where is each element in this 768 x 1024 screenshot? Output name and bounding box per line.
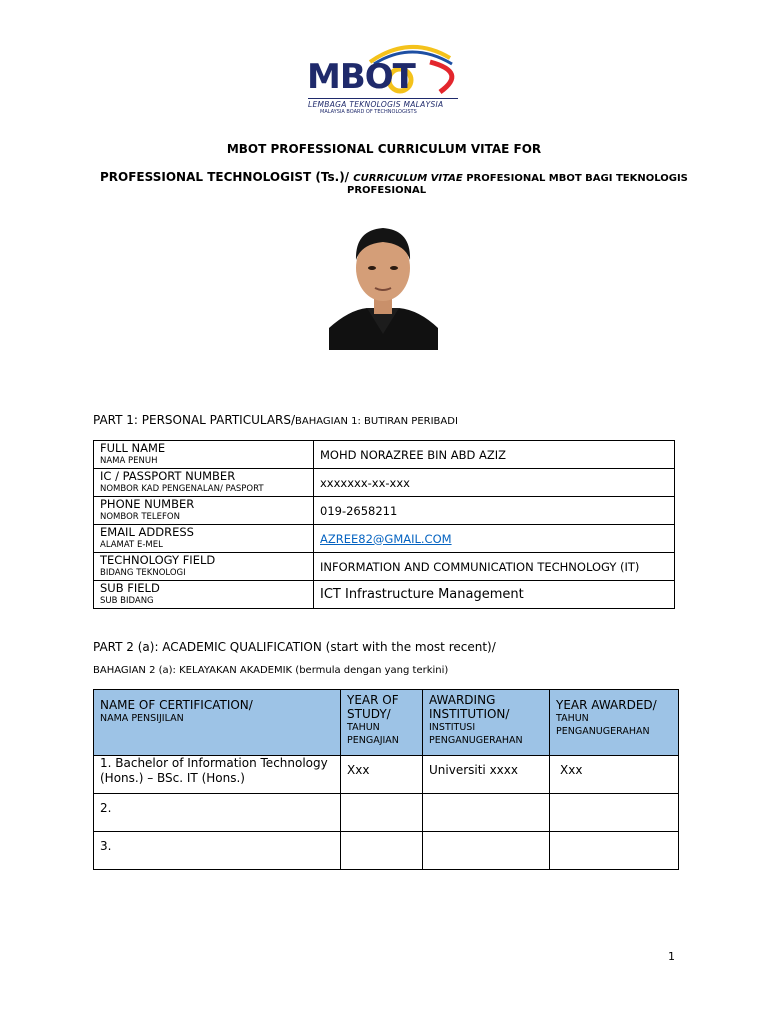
profile-photo	[329, 210, 438, 350]
cell-year-study: Xxx	[341, 756, 423, 794]
value-full-name: MOHD NORAZREE BIN ABD AZIZ	[314, 441, 675, 469]
label-cell	[94, 497, 314, 525]
page-number: 1	[668, 950, 675, 963]
row-phone	[94, 497, 675, 525]
header-ms: TAHUN PENGANUGERAHAN	[556, 713, 650, 737]
header-institution	[423, 690, 550, 756]
header-ms: INSTITUSI PENGANUGERAHAN	[429, 722, 523, 746]
label-cell	[94, 553, 314, 581]
table-row	[94, 756, 679, 794]
logo-line-english: MALAYSIA BOARD OF TECHNOLOGISTS	[320, 109, 417, 115]
row-technology-field	[94, 553, 675, 581]
cell-institution	[423, 832, 550, 870]
part1-heading-ms: BAHAGIAN 1: BUTIRAN PERIBADI	[295, 416, 458, 427]
header-en: YEAR AWARDED/	[556, 698, 657, 712]
header-en: NAME OF CERTIFICATION/	[100, 698, 253, 712]
label-en: TECHNOLOGY FIELD	[100, 552, 216, 567]
part2-heading-en: PART 2 (a): ACADEMIC QUALIFICATION (start with the most recent)/	[93, 640, 496, 654]
value-email-cell	[314, 525, 675, 553]
label-en: FULL NAME	[100, 440, 166, 455]
cell-year-study	[341, 832, 423, 870]
logo-line-malay: LEMBAGA TEKNOLOGIS MALAYSIA	[308, 98, 458, 109]
table-row	[94, 794, 679, 832]
part2-heading-ms: BAHAGIAN 2 (a): KELAYAKAN AKADEMIK (bermula dengan yang terkini)	[93, 665, 449, 676]
header-year-study	[341, 690, 423, 756]
academic-qualification-table	[93, 689, 679, 870]
subtitle-italic: CURRICULUM VITAE	[353, 173, 463, 184]
table-header-row	[94, 690, 679, 756]
cell-year-awarded	[550, 794, 679, 832]
logo-wordmark: MBOT	[307, 57, 415, 97]
row-sub-field	[94, 581, 675, 609]
label-en: PHONE NUMBER	[100, 496, 195, 511]
header-en: AWARDING INSTITUTION/	[429, 693, 510, 721]
value-ic-number: xxxxxxx-xx-xxx	[314, 469, 675, 497]
subtitle-line-3: PROFESIONAL	[347, 185, 427, 196]
label-ms: ALAMAT E-MEL	[100, 539, 163, 550]
label-ms: BIDANG TEKNOLOGI	[100, 567, 186, 578]
portrait-image	[329, 210, 438, 350]
row-ic-number	[94, 469, 675, 497]
cell-year-awarded: Xxx	[550, 756, 679, 794]
label-en: IC / PASSPORT NUMBER	[100, 468, 236, 483]
label-ms: NAMA PENUH	[100, 455, 158, 466]
label-ms: SUB BIDANG	[100, 595, 154, 606]
value-phone: 019-2658211	[314, 497, 675, 525]
table-row	[94, 832, 679, 870]
header-ms: NAMA PENSIJILAN	[100, 713, 184, 724]
label-ms: NOMBOR TELEFON	[100, 511, 180, 522]
header-year-awarded	[550, 690, 679, 756]
email-link[interactable]: AZREE82@GMAIL.COM	[320, 531, 452, 546]
value-sub-field: ICT Infrastructure Management	[314, 581, 675, 609]
document-title: MBOT PROFESSIONAL CURRICULUM VITAE FOR	[226, 142, 542, 156]
header-en: YEAR OF STUDY/	[347, 693, 399, 721]
cell-certification: 2.	[94, 794, 341, 832]
row-email	[94, 525, 675, 553]
row-full-name	[94, 441, 675, 469]
cell-institution: Universiti xxxx	[423, 756, 550, 794]
subtitle-english: PROFESSIONAL TECHNOLOGIST (Ts.)/	[100, 170, 354, 184]
label-cell	[94, 469, 314, 497]
cell-year-awarded	[550, 832, 679, 870]
subtitle-malay: PROFESIONAL MBOT BAGI TEKNOLOGIS	[462, 173, 688, 184]
label-cell	[94, 525, 314, 553]
label-en: SUB FIELD	[100, 580, 160, 595]
part1-heading-en: PART 1: PERSONAL PARTICULARS/	[93, 413, 296, 427]
label-cell	[94, 581, 314, 609]
label-cell	[94, 441, 314, 469]
label-ms: NOMBOR KAD PENGENALAN/ PASPORT	[100, 483, 264, 494]
personal-particulars-table	[93, 440, 675, 609]
cell-institution	[423, 794, 550, 832]
value-technology-field: INFORMATION AND COMMUNICATION TECHNOLOGY (IT)	[314, 553, 675, 581]
cell-year-study	[341, 794, 423, 832]
header-ms: TAHUN PENGAJIAN	[347, 722, 399, 746]
header-certification	[94, 690, 341, 756]
mbot-logo	[300, 40, 465, 120]
cell-certification: 3.	[94, 832, 341, 870]
label-en: EMAIL ADDRESS	[100, 524, 194, 539]
part1-heading	[93, 413, 458, 427]
cell-certification: 1. Bachelor of Information Technology (Hons.) – BSc. IT (Hons.)	[94, 756, 341, 794]
